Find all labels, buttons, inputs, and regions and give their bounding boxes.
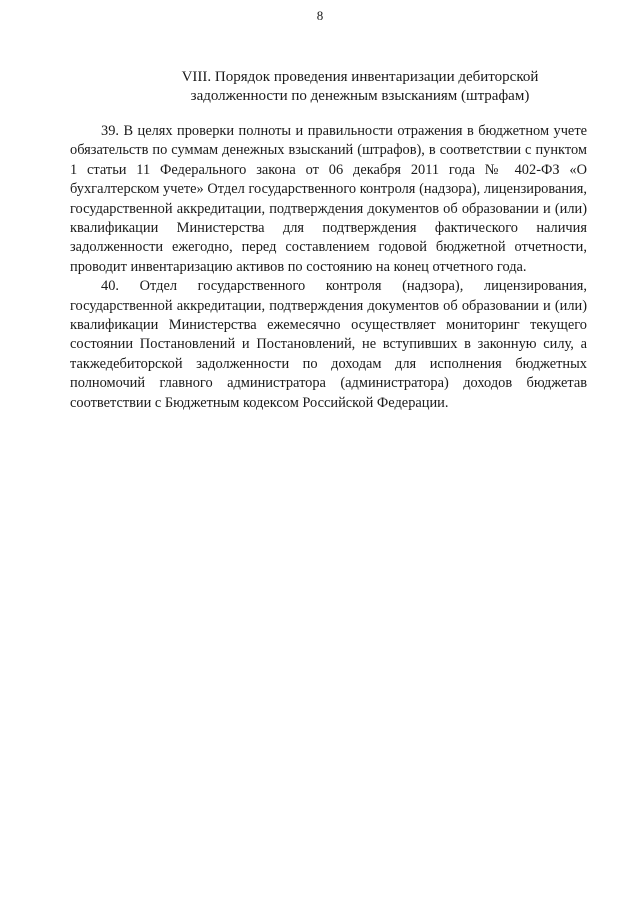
document-body [70, 122, 587, 413]
page-number: 8 [316, 8, 324, 23]
paragraph-40: 40. Отдел государственного контроля (надзора), лицензирования, государственной аккредитации, подтверждения документов об образовании и (или) квалификации Министерства ежемесячно осуществляет мониторинг текущего состоянии Постановлений и Постановлений, не вступивших в законную силу, а такжедебиторской задолженности по доходам для исполнения бюджетных полномочий главного администратора (администратора) доходов бюджетав соответствии с Бюджетным кодексом Российской Федерации. [70, 278, 587, 411]
paragraph-39: 39. В целях проверки полноты и правильности отражения в бюджетном учете обязательств по суммам денежных взысканий (штрафов), в соответствии с пунктом 1 статьи 11 Федерального закона от 06 декабря 2011 года № 402-ФЗ «О бухгалтерском учете» Отдел государственного контроля (надзора), лицензирования, государственной аккредитации, подтверждения документов об образовании и (или) квалификации Министерства для подтверждения фактического наличия задолженности ежегодно, перед составлением годовой бюджетной отчетности, проводит инвентаризацию активов по состоянию на конец отчетного года. [70, 123, 587, 275]
section-heading-line-1: VIII. Порядок проведения инвентаризации дебиторской [181, 69, 539, 85]
section-heading-line-2: задолженности по денежным взысканиям (штрафам) [190, 88, 530, 104]
section-heading [100, 68, 620, 106]
